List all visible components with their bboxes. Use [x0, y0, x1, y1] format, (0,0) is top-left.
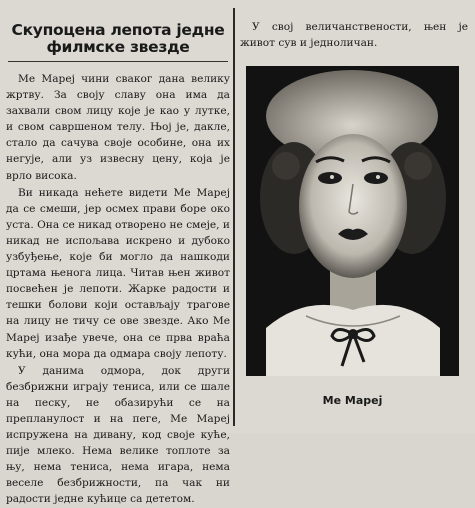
- paragraph-2: Ви никада нећете видети Ме Мареј да се смеши, јер осмех прави боре око уста. Она се никад отворено не смеје, и никад не испољава искрено и дубоко узбуђење, које би могло да нашкоди цртама њенога лица. Читав њен живот посвећен је лепоти. Жарке радости и тешки болови који остављају трагове на лицу не тичу се ове звезде. Ако Ме Мареј изађе увече, она се прва враћа кући, она мора да одмара своју лепоту.: [6, 186, 230, 360]
- portrait-illustration: [246, 66, 459, 376]
- right-column: [240, 8, 468, 51]
- continuation-text: У свој величанствености, њен је живот сув и једноличан.: [240, 21, 468, 50]
- headline-rule: [8, 61, 228, 62]
- article-body: [6, 71, 230, 508]
- paragraph-3: У данима одмора, док други безбрижни играју тениса, или се шале на песку, не обазирући се на препланулост и на пеге, Ме Мареј испружена на дивану, код своје куће, пије млеко. Нема велике топлоте за њу, нема тениса, нема игара, нема веселе безбрижности, па чак ни радости једне кућице са дететом.: [6, 364, 230, 506]
- column-divider: [233, 8, 235, 426]
- paragraph-1: Ме Мареј чини сваког дана велику жртву. За своју славу она има да захвали свом лицу које је као у лутке, и свом савршеном телу. Њој је, дакле, стало да сачува своје особине, она их негује, али уз извесну цену, која је врло висока.: [6, 73, 230, 182]
- article-headline: Скупоцена лепота једне филмске звезде: [11, 21, 225, 56]
- photo-caption: Ме Мареј: [322, 394, 383, 407]
- portrait-photo: [246, 66, 459, 376]
